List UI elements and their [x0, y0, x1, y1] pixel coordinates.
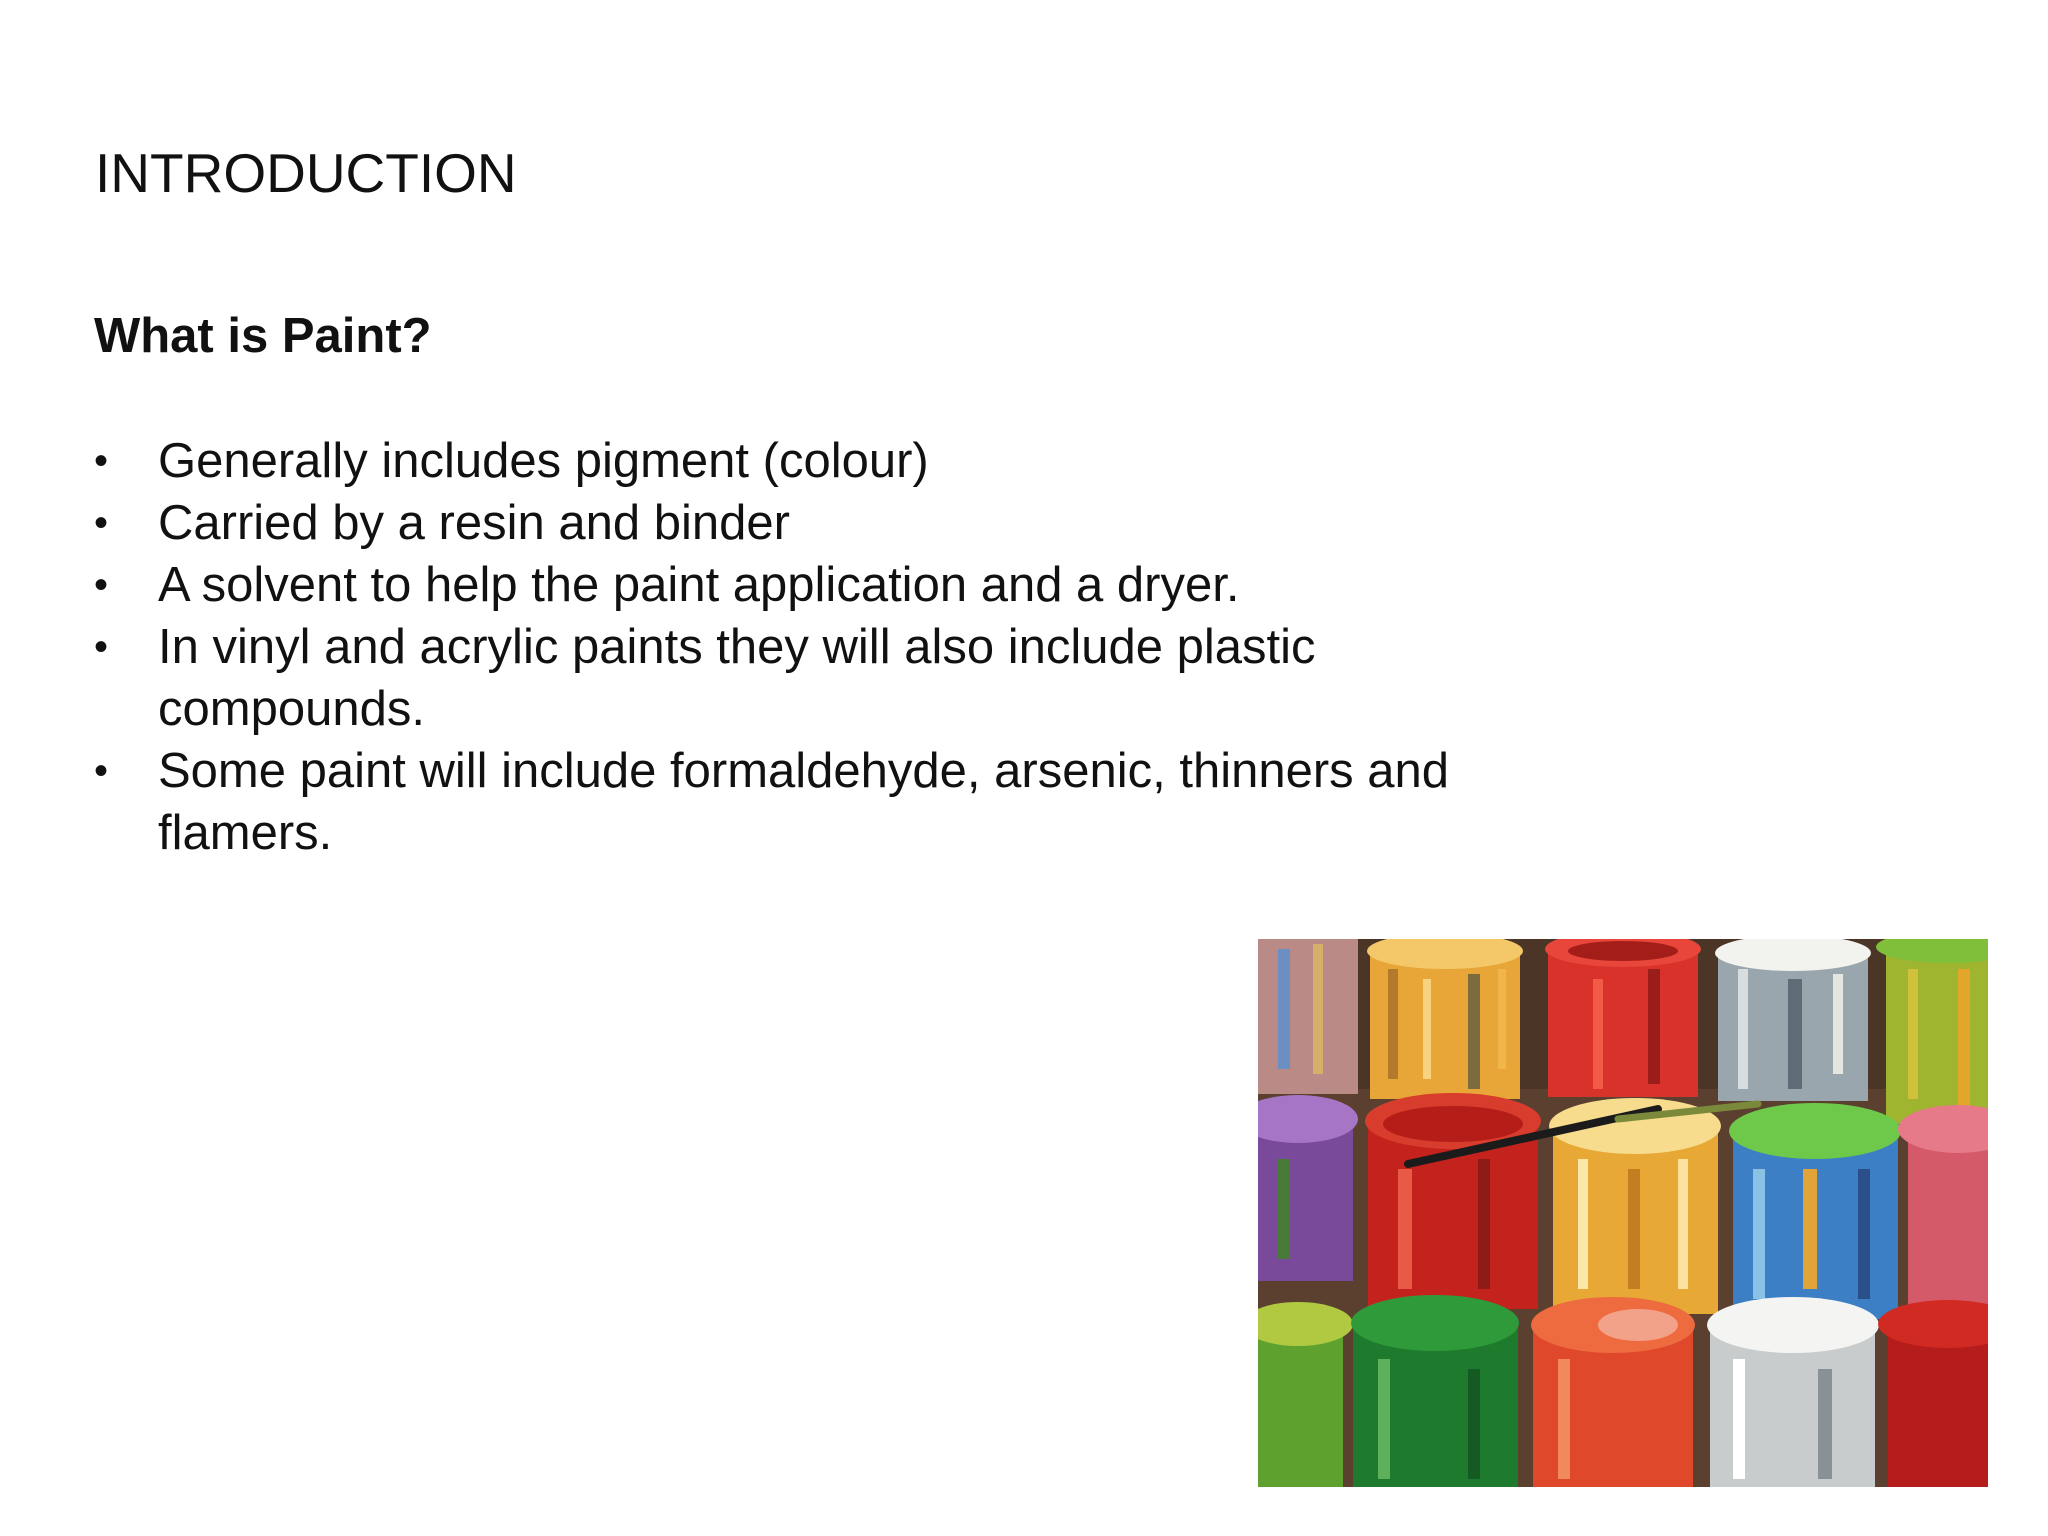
bullet-item — [94, 430, 1554, 492]
bullet-text: A solvent to help the paint application and a dryer. — [158, 558, 1240, 612]
section-heading: What is Paint? — [94, 309, 432, 363]
bullet-text: Some paint will include formaldehyde, arsenic, thinners and flamers. — [158, 744, 1450, 860]
bullet-item — [94, 740, 1554, 864]
bullet-item — [94, 554, 1554, 616]
bullet-icon: • — [94, 439, 109, 483]
bullet-item — [94, 616, 1554, 740]
bullet-list — [94, 430, 1554, 864]
bullet-icon: • — [94, 563, 109, 607]
slide-title: INTRODUCTION — [95, 142, 517, 204]
bullet-text: In vinyl and acrylic paints they will also include plastic compounds. — [158, 620, 1316, 736]
bullet-text: Carried by a resin and binder — [158, 496, 790, 550]
bullet-icon: • — [94, 625, 109, 669]
bullet-text: Generally includes pigment (colour) — [158, 434, 929, 488]
bullet-icon: • — [94, 501, 109, 545]
bullet-icon: • — [94, 749, 109, 793]
bullet-item — [94, 492, 1554, 554]
paint-cans-illustration — [1258, 939, 1988, 1487]
paint-cans-image — [1258, 939, 1988, 1487]
